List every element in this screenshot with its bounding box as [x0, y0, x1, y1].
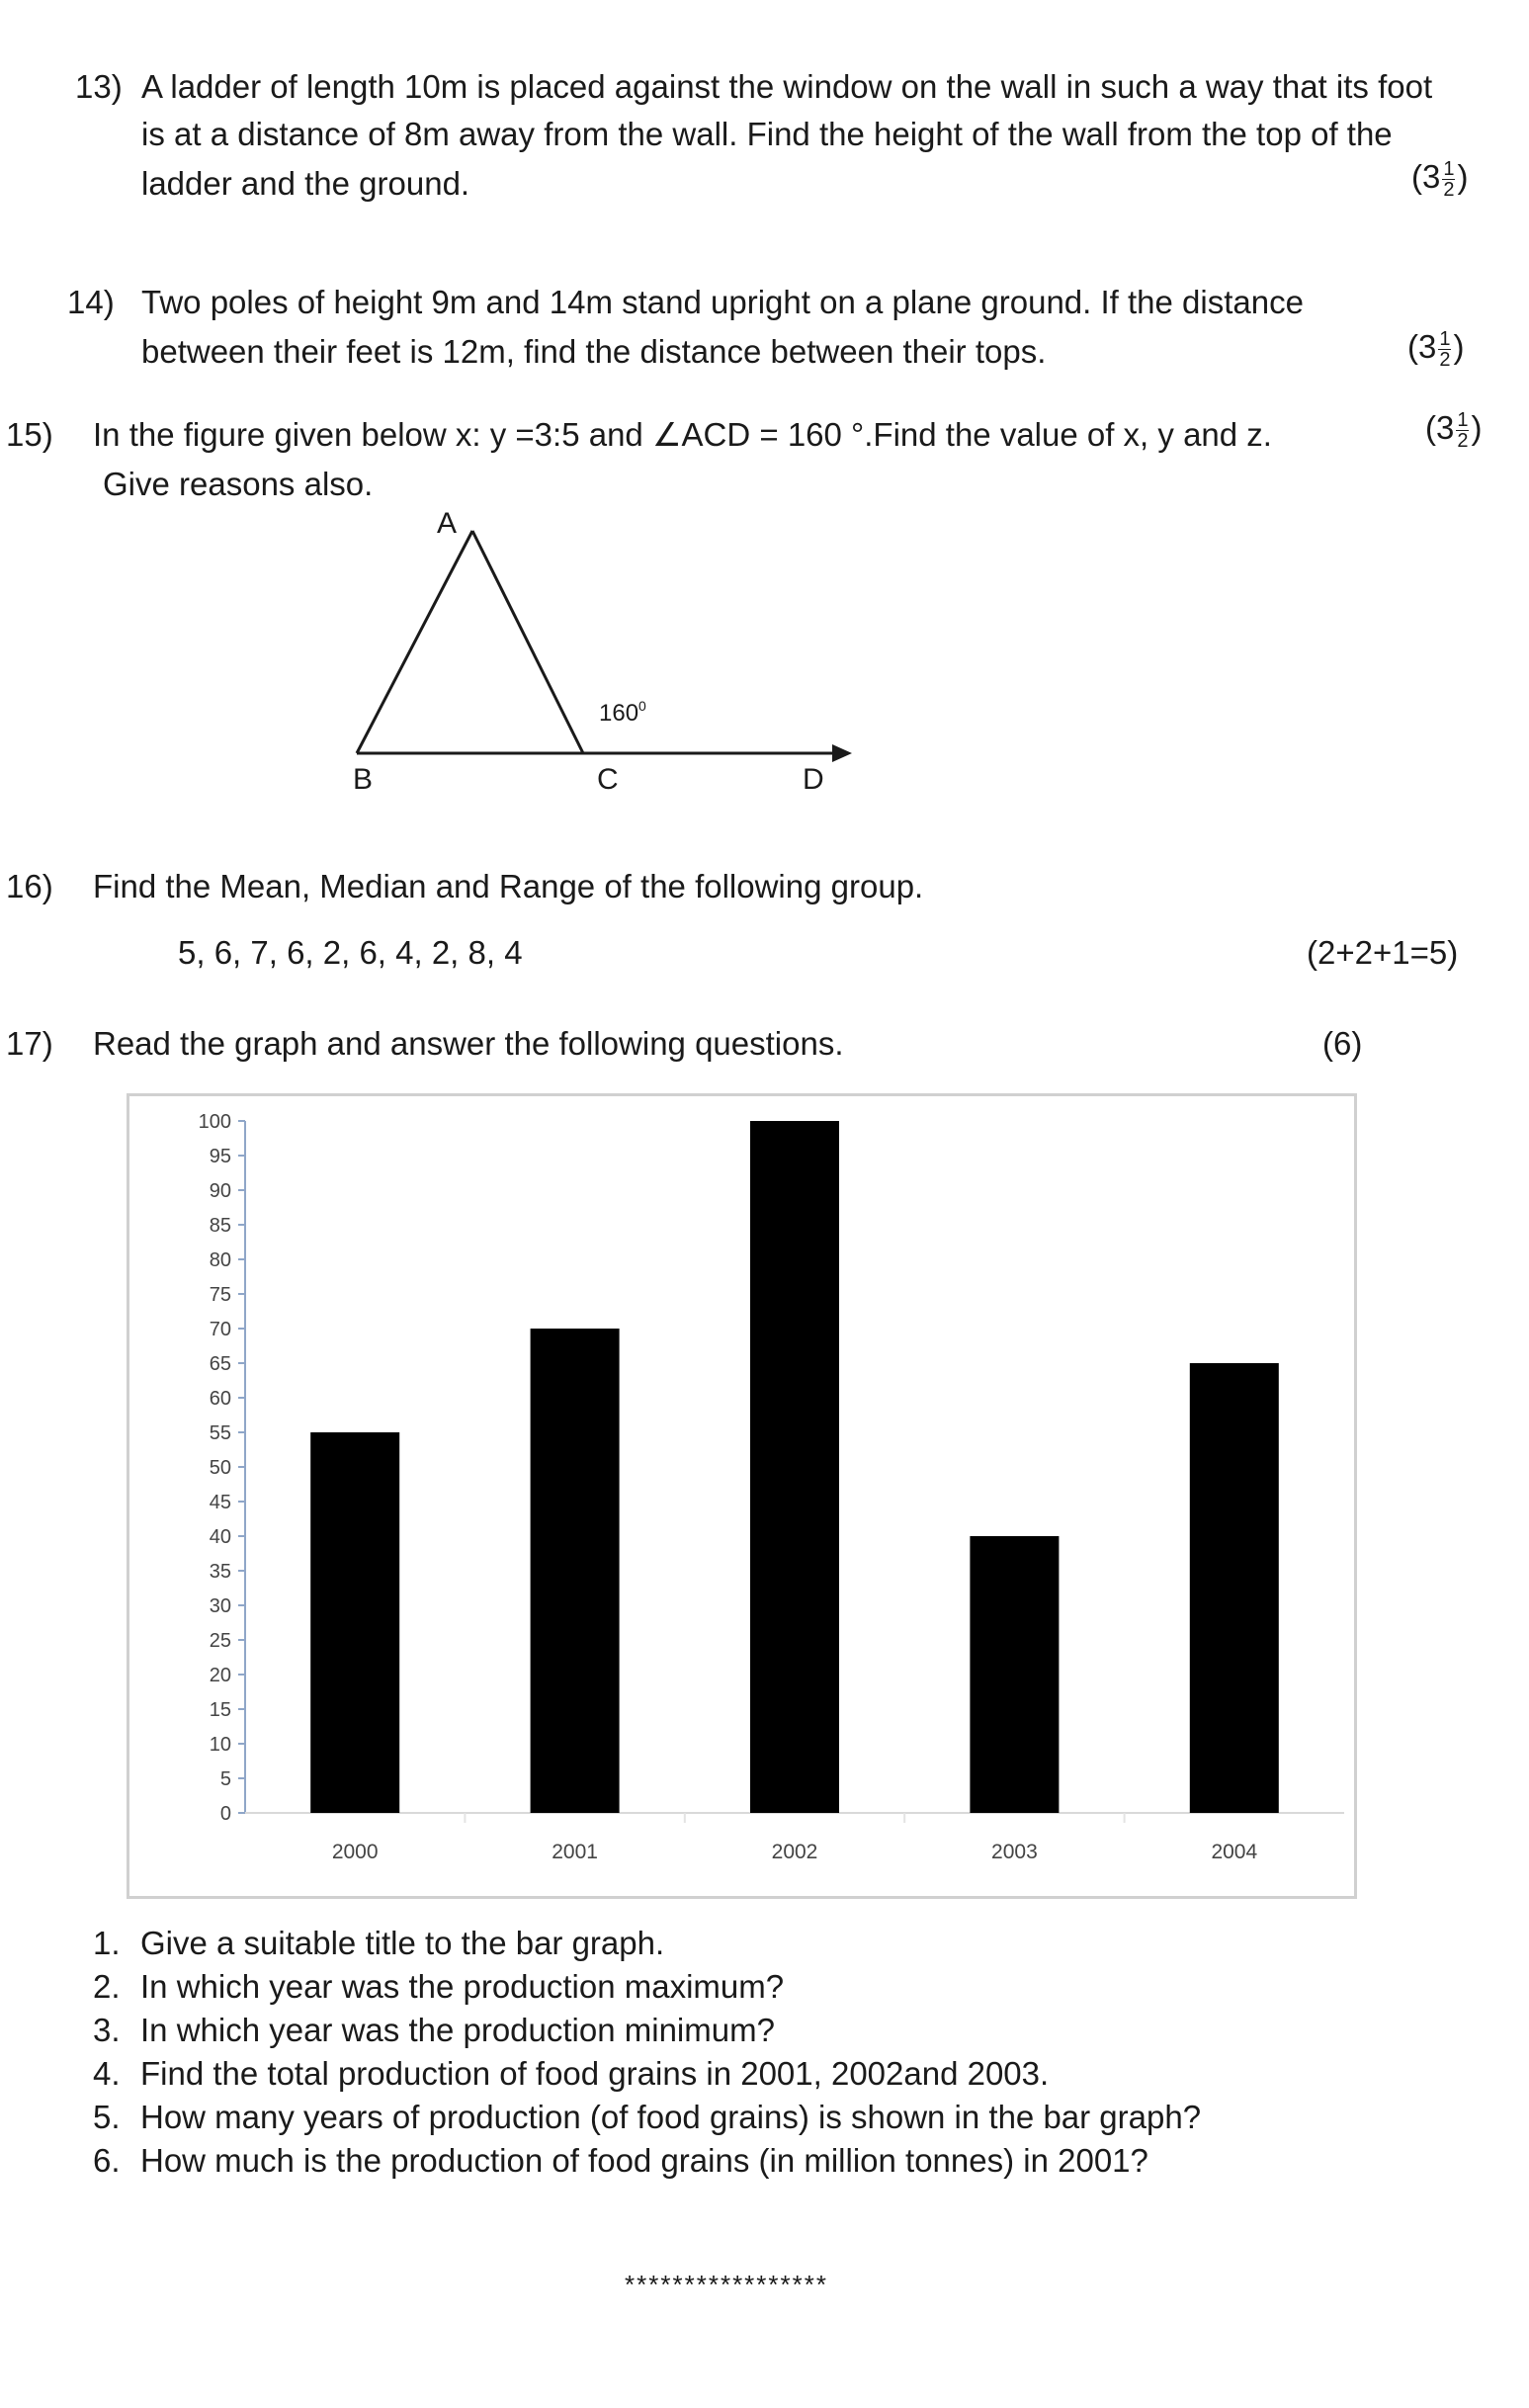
sub-question-number: 1. — [93, 1925, 121, 1961]
bar-2000 — [310, 1432, 399, 1813]
y-tick-label: 25 — [209, 1630, 231, 1652]
question-number: 13) — [75, 68, 123, 105]
side-ab — [357, 531, 472, 753]
y-tick-label: 80 — [209, 1249, 231, 1271]
data-values: 5, 6, 7, 6, 2, 6, 4, 2, 8, 4 — [178, 934, 523, 971]
x-tick-label: 2001 — [552, 1841, 598, 1863]
question-text-line: is at a distance of 8m away from the wall. Find the height of the wall from the top of the — [141, 116, 1393, 152]
sub-question-item — [93, 1922, 1201, 1965]
sub-question-item — [93, 1965, 1201, 2009]
marks-label: (2+2+1=5) — [1307, 934, 1459, 971]
sub-question-number: 5. — [93, 2099, 121, 2135]
question-text-line: Two poles of height 9m and 14m stand upright on a plane ground. If the distance — [141, 284, 1304, 320]
sub-question-item — [93, 2096, 1201, 2139]
x-tick-label: 2004 — [1211, 1841, 1258, 1863]
y-tick-label: 55 — [209, 1422, 231, 1444]
triangle-figure — [336, 499, 870, 801]
y-tick-label: 30 — [209, 1595, 231, 1617]
sub-question-number: 3. — [93, 2012, 121, 2048]
side-ac — [472, 531, 583, 753]
sub-questions — [93, 1922, 1201, 2183]
vertex-label-b: B — [353, 763, 374, 796]
sub-question-text: Find the total production of food grains in 2001, 2002and 2003. — [140, 2055, 1050, 2092]
y-tick-label: 5 — [219, 1768, 231, 1790]
y-tick-label: 35 — [209, 1561, 231, 1583]
y-tick-label: 60 — [209, 1388, 231, 1410]
question-text-line: between their feet is 12m, find the distance between their tops. — [141, 333, 1047, 370]
marks-label: (3 $\frac{1}{2}$ ) — [1425, 408, 1483, 452]
angle-label: $160^0$ — [599, 698, 646, 727]
y-tick-label: 40 — [209, 1526, 231, 1548]
sub-question-list — [93, 1922, 1201, 2183]
marks-label: (3 $\frac{1}{2}$ ) — [1407, 327, 1465, 371]
arrow-head-icon — [832, 744, 852, 762]
question-text-line: A ladder of length 10m is placed against the window on the wall in such a way that its foot — [141, 68, 1433, 105]
question-text-line: In the figure given below x: y =3:5 and ∠ACD = 160 °.Find the value of x, y and z. — [93, 416, 1272, 453]
sub-question-number: 2. — [93, 1968, 121, 2005]
vertex-label-c: C — [597, 763, 619, 796]
sub-question-text: Give a suitable title to the bar graph. — [140, 1925, 665, 1961]
y-tick-label: 90 — [209, 1180, 231, 1202]
x-tick-label: 2002 — [771, 1841, 818, 1863]
y-tick-label: 70 — [209, 1319, 231, 1340]
y-tick-label: 75 — [209, 1284, 231, 1306]
sub-question-number: 4. — [93, 2055, 121, 2092]
x-tick-label: 2000 — [331, 1841, 379, 1863]
marks-label: (6) — [1322, 1025, 1363, 1062]
bar-2002 — [750, 1121, 839, 1813]
question-text-line: Read the graph and answer the following questions. — [93, 1025, 844, 1062]
sub-question-number: 6. — [93, 2142, 121, 2179]
bar-2003 — [970, 1536, 1059, 1813]
y-tick-label: 50 — [209, 1457, 231, 1479]
question-text-line: ladder and the ground. — [141, 165, 470, 202]
y-tick-label: 15 — [209, 1699, 231, 1721]
vertex-label-d: D — [803, 763, 824, 796]
sub-question-text: How many years of production (of food grains) is shown in the bar graph? — [140, 2099, 1202, 2135]
vertex-label-a: A — [437, 507, 458, 540]
y-tick-label: 65 — [209, 1353, 231, 1375]
sub-question-item — [93, 2139, 1201, 2183]
y-tick-label: 85 — [209, 1215, 231, 1237]
bar-2004 — [1190, 1363, 1279, 1813]
footer-stars: ***************** — [625, 2270, 829, 2299]
marks-label: (3 $\frac{1}{2}$ ) — [1411, 157, 1469, 201]
question-text-line: Find the Mean, Median and Range of the following group. — [93, 868, 924, 904]
question-text-line: Give reasons also. — [103, 466, 374, 502]
sub-question-item — [93, 2009, 1201, 2052]
y-tick-label: 95 — [209, 1146, 231, 1167]
y-tick-label: 10 — [209, 1734, 231, 1756]
sub-question-text: How much is the production of food grains (in million tonnes) in 2001? — [140, 2142, 1148, 2179]
y-tick-label: 0 — [219, 1803, 231, 1825]
question-number: 15) — [6, 416, 53, 453]
sub-question-text: In which year was the production minimum? — [140, 2012, 775, 2048]
y-tick-label: 100 — [198, 1111, 231, 1133]
y-tick-label: 45 — [209, 1492, 231, 1513]
x-tick-label: 2003 — [991, 1841, 1038, 1863]
sub-question-item — [93, 2052, 1201, 2096]
y-tick-label: 20 — [209, 1665, 231, 1686]
question-number: 14) — [67, 284, 115, 320]
bar-chart — [127, 1093, 1357, 1899]
sub-question-text: In which year was the production maximum? — [140, 1968, 785, 2005]
question-number: 16) — [6, 868, 53, 904]
bar-2001 — [531, 1329, 620, 1813]
question-number: 17) — [6, 1025, 53, 1062]
